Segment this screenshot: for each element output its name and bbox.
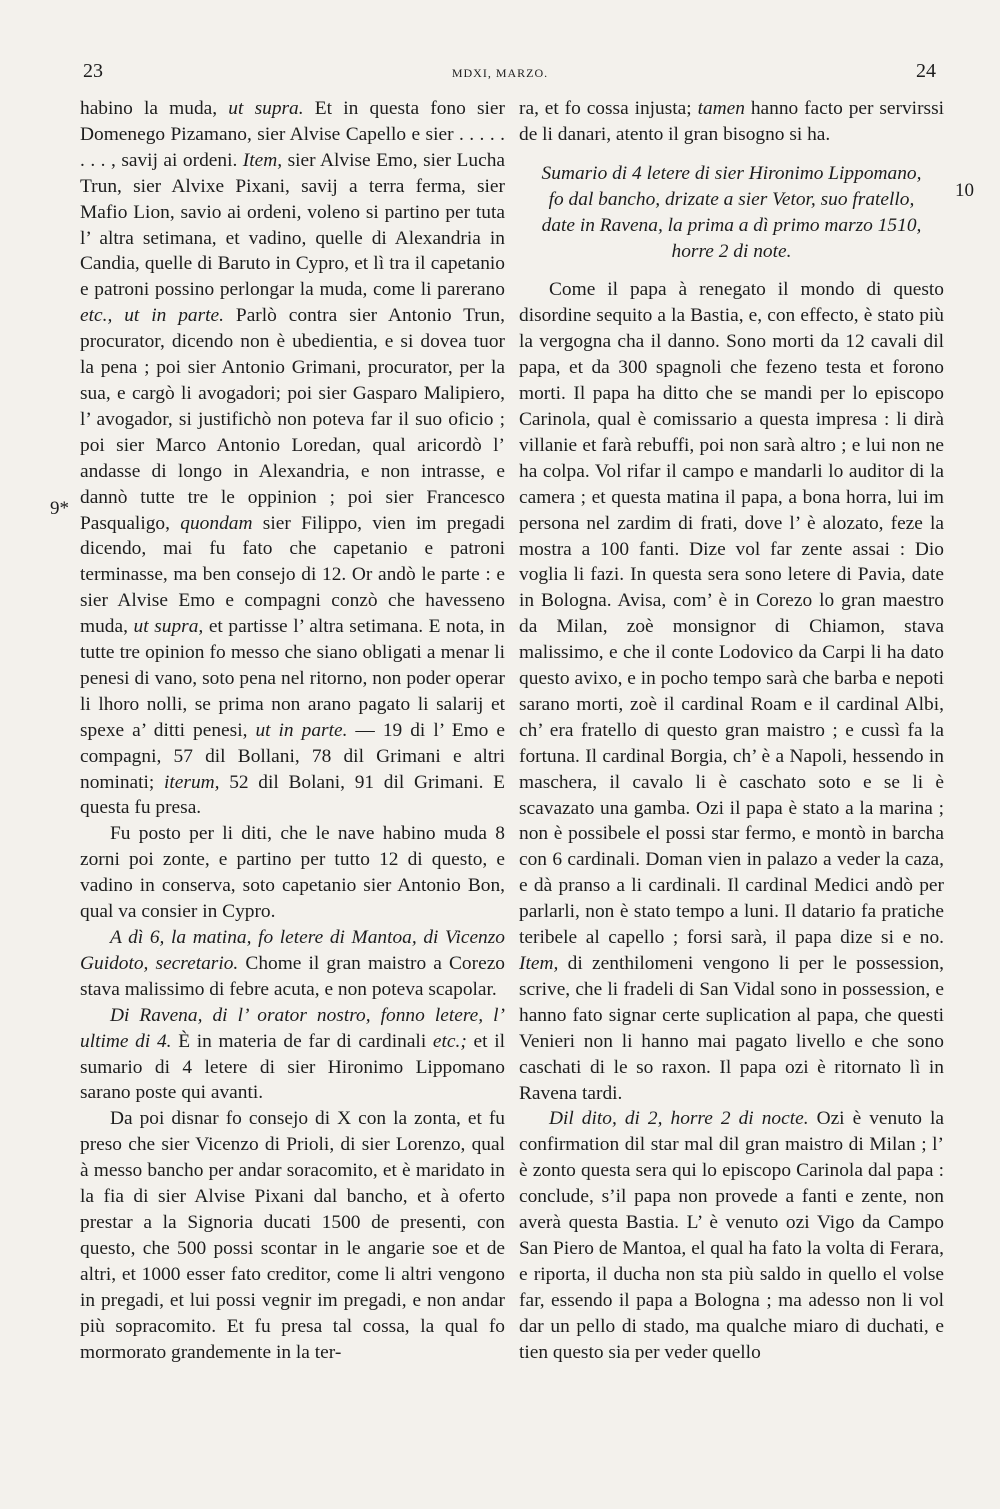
text-run: et il sumario di 4 letere di sier Hironimo Lippomano sarano poste qui avanti.: [80, 1030, 506, 1104]
text-run: Come il papa à renegato il mondo di questo disordine sequito a la Bastia, e, con effecto, è stato più la vergogna cha il danno. Sono morti da 12 cavali dil papa, et da 300 spagnoli che fezeno testa et forono morti. Il papa ha ditto che se mandi per lo episcopo Carinola, qual è comissario a questa impresa : li dirà villanie et farà rebuffi, poi non sarà altro ; e lui non ne ha colpa. Vol rifar il campo e mandarli lo auditor di la camera ; et questa matina il papa, a bona horra, lui im persona nel zardim di frati, dove l’ è alozato, feze la mostra a 100 fanti. Dize vol far zente assai : Dio voglia li fazi. In questa sera sono letere di Pavia, date in Bologna. Avisa, com’ è in Corezo lo gran maestro da Milan, zoè monsignor di Chiamon, stava malissimo, e che il conte Lodovico da Carpi li ha dato questo avixo, e in pocho tempo sarà che barba e nepoti sarano morti, zoè il cardinal Roam e il cardinal Albi, ch’ era fratello di questo gran maistro ; e cussì fa la fortuna. Il cardinal Borgia, ch’ è a Napoli, hessendo in maschera, il cavalo li è caschato soto e se li è scavazato una gamba. Ozi il papa è stato a la marina ; non è possibele el possi star fermo, e montò in barcha con 6 cardinali. Doman vien in palazo a veder la caza, e dà pranso a li cardinali. Il cardinal Medici andò per parlarli, non è stato tempo a luni. Il datario fa pratiche teribele al capello ; forsi sarà, il papa dize si e no.: [519, 279, 944, 949]
text-run: Da poi disnar fo consejo di X con la zonta, et fu preso che sier Vicenzo di Prioli, di sier Lorenzo, qual à messo bancho per andar soracomito, et è maridato in la fia di sier Alvise Pixani dal bancho, et à oferto prestar a la Signoria ducati 1500 de presenti, con questo, che 500 possi scontar in le angarie soe et de altri, et 1000 esser fato creditor, come li altri vengono in pregadi, et lui possi vegnir im pregadi, e non andar più sopracomito. Et fu presa tal cossa, la qual fo mormorato grandemente in la ter-: [80, 1108, 505, 1363]
text-run: Parlò contra sier Antonio Trun, procurator, dicendo non è ubedientia, e si dovea tuor la pena ; poi sier Antonio Grimani, procurator, per la sua, e cargò li avogadori; poi sier Gasparo Malipiero, l’ avogador, si justifichò non poteva far il suo oficio ; poi sier Marco Antonio Loredan, qual aricordò l’ andasse di longo in Alexandria, e non intrasse, e dannò tutte tre le oppinion ; poi sier Francesco Pasqualigo,: [80, 305, 505, 534]
text-run: È in materia de far di cardinali: [171, 1030, 433, 1052]
sumario-heading: [519, 161, 944, 265]
right-text-column: [519, 96, 944, 1366]
running-title: MDXI, MARZO.: [451, 66, 549, 80]
italic-run: Dil dito, di 2, horre 2 di nocte.: [549, 1108, 809, 1130]
italic-run: quondam: [180, 512, 253, 534]
text-run: Fu posto per li diti, che le nave habino muda 8 zorni poi zonte, e partino per tutto 12 di questo, e vadino in conserva, soto capetanio sier Antonio Bon, qual va consier in Cypro.: [80, 823, 505, 923]
text-run: et partisse l’ altra setimana. E nota, in tutte tre opinion fo messo che siano obligati a menar li penesi di vano, soto pena nel ritorno, non poder operar li lhoro nolli, se prima non arano pagato li salarij et spexe a’ ditti penesi,: [80, 616, 505, 741]
italic-run: Sumario di 4 letere di sier Hironimo Lippomano, fo dal bancho, drizate a sier Vetor, suo fratello, date in Ravena, la prima a dì primo marzo 1510, horre 2 di note.: [541, 162, 922, 262]
text-run: ra, et fo cossa injusta;: [519, 98, 698, 119]
italic-run: tamen: [697, 98, 745, 119]
text-run: Et in questa fono sier Domenego Pizamano, sier Alvise Capello e sier . . . . . . . . , savij ai ordeni.: [80, 98, 505, 171]
italic-run: Di Ravena, di l’ orator nostro, fonno letere, l’ ultime di 4.: [80, 1004, 505, 1052]
italic-run: iterum,: [164, 771, 220, 793]
margin-number-right: 10: [955, 180, 974, 201]
paragraph: [80, 1106, 505, 1365]
text-run: Chome il gran maistro a Corezo stava malissimo di febre acuta, e non poteva scapolar.: [80, 952, 505, 1000]
left-text-column: [80, 96, 505, 1365]
italic-run: etc.;: [432, 1030, 467, 1052]
italic-run: ut supra,: [133, 616, 204, 638]
text-run: — 19 di l’ Emo e compagni, 57 dil Bollani, 78 dil Grimani e altri nominati;: [80, 719, 505, 793]
paragraph: [519, 96, 944, 148]
text-run: Ozi è venuto la confirmation dil star mal dil gran maistro di Milan ; l’ è zonto questa sera qui lo episcopo Carinola dal papa : conclude, s’il papa non provede a fanti e zente, non averà questa Bastia. L’ è venuto ozi Vigo da Campo San Piero de Mantoa, el qual ha fato la volta di Ferara, e riporta, il ducha non sta più saldo in quello el volse far, essendo il papa a Bologna ; ma adesso non li vol dar un pello di stado, ma qualche miaro di duchati, e tien questo sia per veder quello: [519, 1108, 944, 1363]
paragraph: [519, 277, 944, 1106]
text-run: hanno facto per servirssi de li danari, atento il gran bisogno si ha.: [519, 98, 945, 145]
italic-run: ut supra.: [228, 98, 304, 119]
paragraph: [80, 925, 505, 1003]
italic-run: Item,: [242, 149, 283, 171]
italic-run: A dì 6, la matina, fo letere di Mantoa, di Vicenzo Guidoto, secretario.: [80, 927, 505, 974]
italic-run: Item,: [519, 953, 559, 974]
paragraph: [80, 821, 505, 925]
paragraph: [519, 1106, 944, 1365]
paragraph: [80, 96, 505, 821]
text-run: di zenthilomeni vengono li per le possession, scrive, che li fradeli di San Vidal sono in possession, e hanno fato signar certe suplication al papa, che questi Venieri non li hanno mai pagato livello e che sono caschati di le so raxon. Il papa ozi è ritornato lì in Ravena tardi.: [519, 953, 944, 1104]
text-run: sier Alvise Emo, sier Lucha Trun, sier Alvixe Pixani, savij a terra ferma, sier Mafio Lion, savio ai ordeni, voleno si partino per tuta l’ altra setimana, et vadino, quelle di Alexandria in Candia, quelle di Baruto in Cypro, et lì tra il capetanio e patroni possino perlongar la muda, come li parerano: [80, 149, 505, 301]
italic-run: ut in parte.: [255, 719, 348, 741]
page-number-right: 24: [916, 60, 936, 82]
margin-number-left: 9*: [50, 498, 69, 519]
text-run: 52 dil Bolani, 91 dil Grimani. E questa fu presa.: [80, 771, 505, 819]
paragraph: [80, 1003, 505, 1107]
text-run: sier Filippo, vien im pregadi dicendo, mai fu fato che capetanio e patroni terminasse, ma ben consejo di 12. Or andò le parte : e sier Alvise Emo e compagni conzò che havesseno muda,: [80, 512, 505, 638]
italic-run: etc., ut in parte.: [80, 305, 224, 327]
page-number-left: 23: [83, 60, 103, 82]
text-run: habino la muda,: [80, 98, 229, 119]
